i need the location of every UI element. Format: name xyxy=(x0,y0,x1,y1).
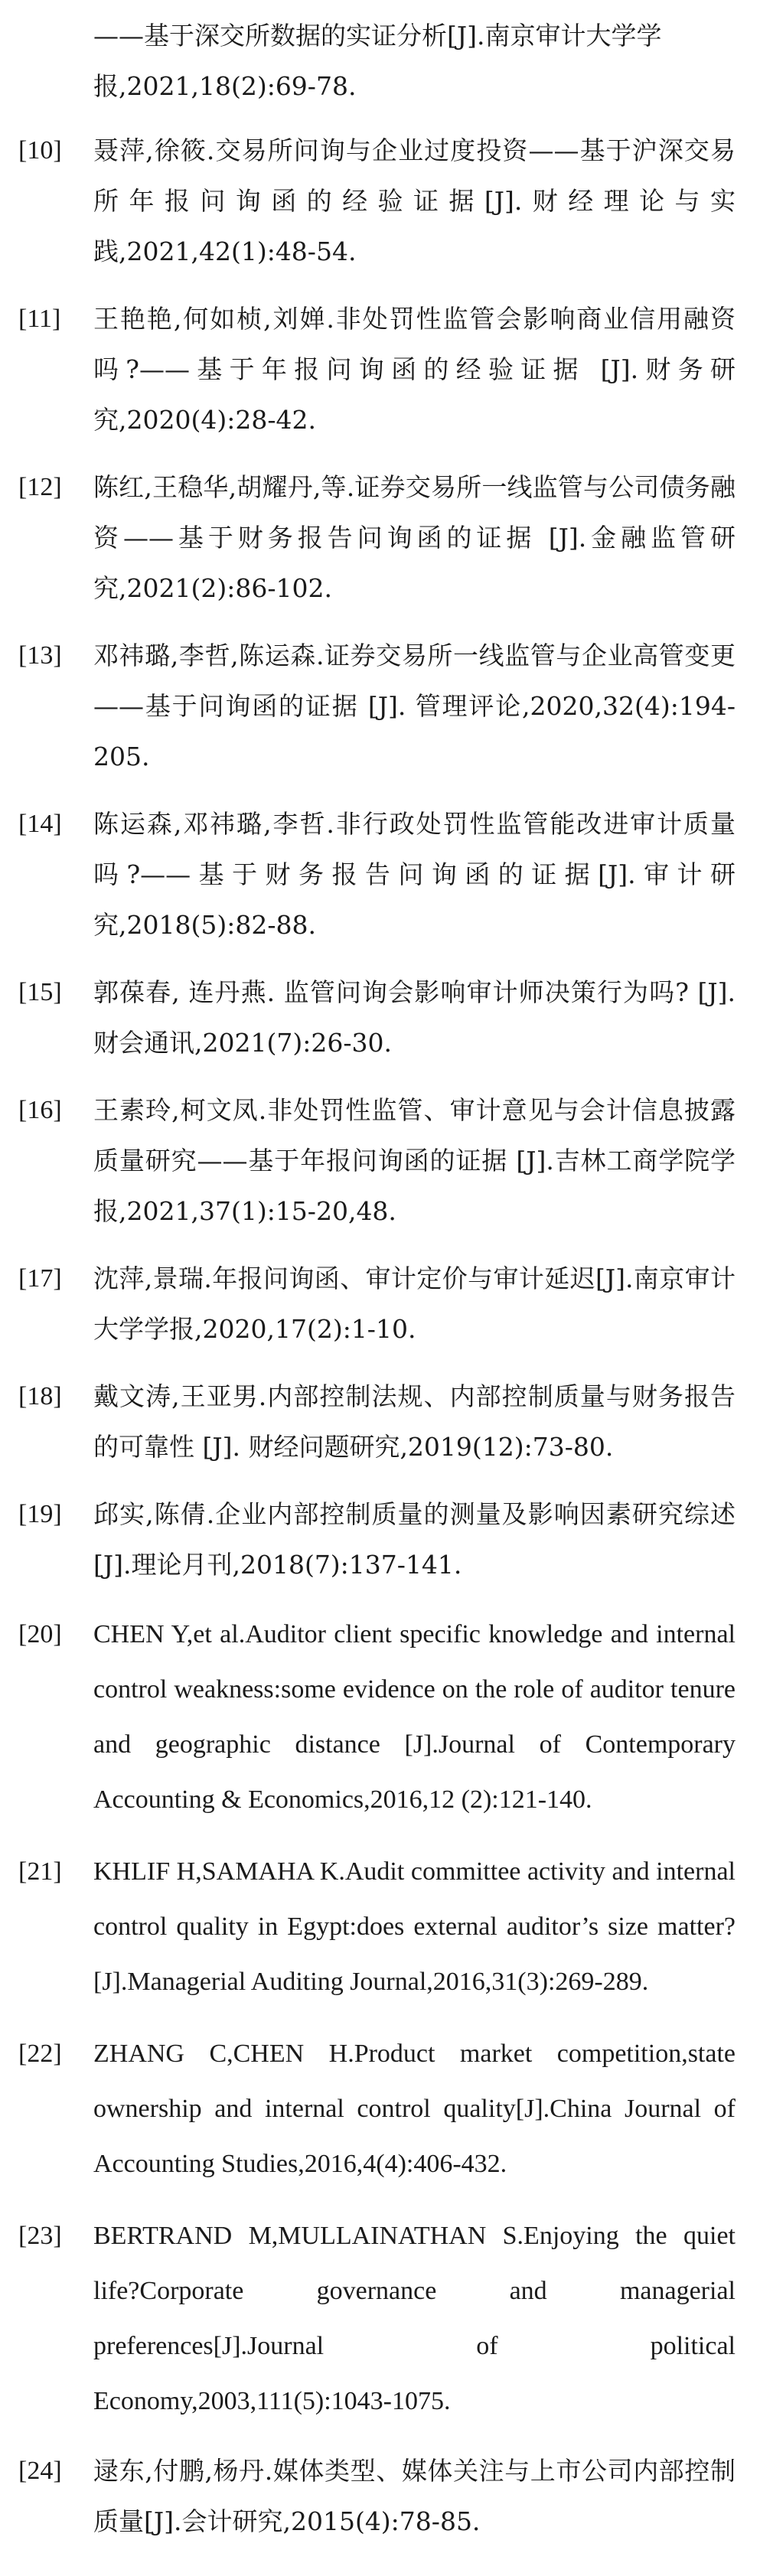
reference-text: 王艳艳,何如桢,刘婵.非处罚性监管会影响商业信用融资吗?——基于年报问询函的经验证据 [J].财务研究,2020(4):28-42. xyxy=(93,304,736,435)
reference-text: KHLIF H,SAMAHA K.Audit committee activity and internal control quality in Egypt:does external auditor’s size matter? [J].Managerial Auditing Journal,2016,31(3):269-289. xyxy=(93,1857,736,1996)
reference-text: BERTRAND M,MULLAINATHAN S.Enjoying the quiet life?Corporate governance and managerial preferences[J].Journal of political Economy,2003,111(5):1043-1075. xyxy=(93,2222,736,2415)
reference-item xyxy=(18,2027,736,2192)
reference-number: [17] xyxy=(18,1264,62,1293)
reference-number: [12] xyxy=(18,473,62,501)
reference-item xyxy=(18,462,736,614)
reference-text: 逯东,付鹏,杨丹.媒体类型、媒体关注与上市公司内部控制质量[J].会计研究,2015(4):78-85. xyxy=(93,2456,736,2536)
reference-item xyxy=(18,631,736,782)
reference-text: 邱实,陈倩.企业内部控制质量的测量及影响因素研究综述[J].理论月刊,2018(7):137-141. xyxy=(93,1499,736,1580)
reference-number: [18] xyxy=(18,1382,62,1410)
reference-text: CHEN Y,et al.Auditor client specific knowledge and internal control weakness:some evidence on the role of auditor tenure and geographic distance [J].Journal of Contemporary Accounting & Economics,2016,12 (2):121-140. xyxy=(93,1620,736,1814)
reference-item xyxy=(18,1371,736,1472)
reference-item xyxy=(18,2209,736,2429)
reference-text: 戴文涛,王亚男.内部控制法规、内部控制质量与财务报告的可靠性 [J]. 财经问题研究,2019(12):73-80. xyxy=(93,1381,736,1462)
reference-text: 郭葆春, 连丹燕. 监管问询会影响审计师决策行为吗? [J].财会通讯,2021(7):26-30. xyxy=(93,977,736,1058)
reference-item xyxy=(18,1085,736,1237)
reference-item xyxy=(18,1489,736,1590)
reference-number: [21] xyxy=(18,1857,62,1886)
reference-item xyxy=(18,2446,736,2547)
reference-number: [23] xyxy=(18,2222,62,2250)
reference-number: [10] xyxy=(18,136,62,165)
reference-number: [24] xyxy=(18,2457,62,2485)
reference-number: [20] xyxy=(18,1620,62,1648)
reference-number: [15] xyxy=(18,978,62,1006)
reference-text: 邓祎璐,李哲,陈运森.证券交易所一线监管与企业高管变更——基于问询函的证据 [J]. 管理评论,2020,32(4):194-205. xyxy=(93,641,736,771)
reference-item xyxy=(18,294,736,445)
reference-text: 聂萍,徐筱.交易所问询与企业过度投资——基于沪深交易所年报问询函的经验证据[J].财经理论与实践,2021,42(1):48-54. xyxy=(93,135,736,266)
reference-item xyxy=(18,1607,736,1828)
reference-continuation: ——基于深交所数据的实证分析[J].南京审计大学学报,2021,18(2):69-78. xyxy=(93,21,662,101)
reference-item xyxy=(18,126,736,277)
reference-item xyxy=(18,799,736,951)
reference-text: 沈萍,景瑞.年报问询函、审计定价与审计延迟[J].南京审计大学学报,2020,17(2):1-10. xyxy=(93,1264,736,1344)
reference-item xyxy=(18,1844,736,2010)
reference-text: 陈运森,邓祎璐,李哲.非行政处罚性监管能改进审计质量吗?——基于财务报告问询函的证据[J].审计研究,2018(5):82-88. xyxy=(93,809,736,940)
reference-number: [22] xyxy=(18,2040,62,2068)
reference-number: [16] xyxy=(18,1096,62,1124)
reference-text: ZHANG C,CHEN H.Product market competition,state ownership and internal control quality[J].China Journal of Accounting Studies,2016,4(4):406-432. xyxy=(93,2040,736,2178)
reference-number: [13] xyxy=(18,641,62,670)
reference-item xyxy=(18,1254,736,1355)
reference-item xyxy=(18,967,736,1068)
reference-number: [14] xyxy=(18,810,62,838)
reference-text: 王素玲,柯文凤.非处罚性监管、审计意见与会计信息披露质量研究——基于年报问询函的证据 [J].吉林工商学院学报,2021,37(1):15-20,48. xyxy=(93,1095,736,1226)
reference-number: [19] xyxy=(18,1500,62,1528)
reference-number: [11] xyxy=(18,305,61,333)
reference-text: 陈红,王稳华,胡耀丹,等.证券交易所一线监管与公司债务融资——基于财务报告问询函的证据 [J].金融监管研究,2021(2):86-102. xyxy=(93,472,736,603)
